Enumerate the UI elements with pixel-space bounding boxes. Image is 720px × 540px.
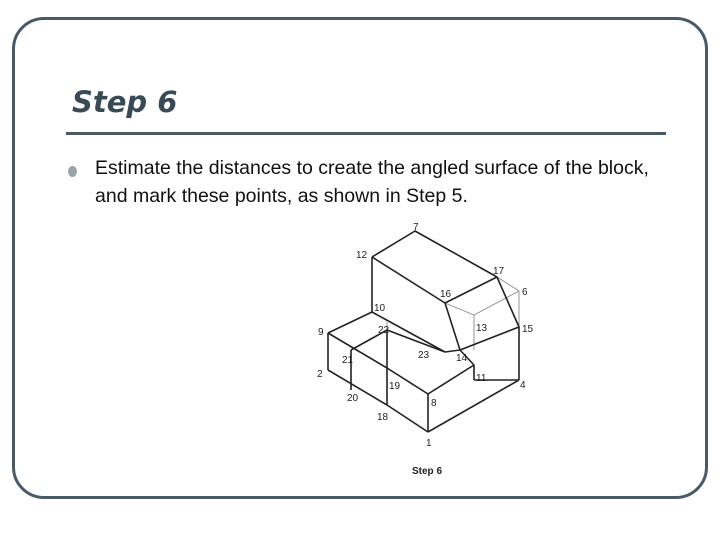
bullet-text: Estimate the distances to create the angled surface of the block, and mark these points, as shown in Step 5. xyxy=(95,157,649,207)
label-22: 22 xyxy=(378,325,390,336)
label-10: 10 xyxy=(374,303,386,314)
label-7: 7 xyxy=(413,222,419,233)
point-labels xyxy=(317,222,534,449)
label-20: 20 xyxy=(347,393,359,404)
label-12: 12 xyxy=(356,250,368,261)
label-9: 9 xyxy=(318,327,324,338)
label-13: 13 xyxy=(476,323,488,334)
label-11: 11 xyxy=(476,373,487,384)
label-2: 2 xyxy=(317,369,323,380)
label-19: 19 xyxy=(389,381,401,392)
slide-title: Step 6 xyxy=(72,85,178,119)
label-23: 23 xyxy=(418,350,430,361)
label-4: 4 xyxy=(520,380,526,391)
figure-caption: Step 6 xyxy=(412,466,443,477)
label-8: 8 xyxy=(431,398,437,409)
label-14: 14 xyxy=(456,353,468,364)
label-18: 18 xyxy=(377,412,389,423)
label-15: 15 xyxy=(522,324,534,335)
label-17: 17 xyxy=(493,266,505,277)
label-6: 6 xyxy=(522,287,528,298)
label-21: 21 xyxy=(342,355,354,366)
label-1: 1 xyxy=(426,438,432,449)
label-16-upper: 16 xyxy=(440,289,452,300)
